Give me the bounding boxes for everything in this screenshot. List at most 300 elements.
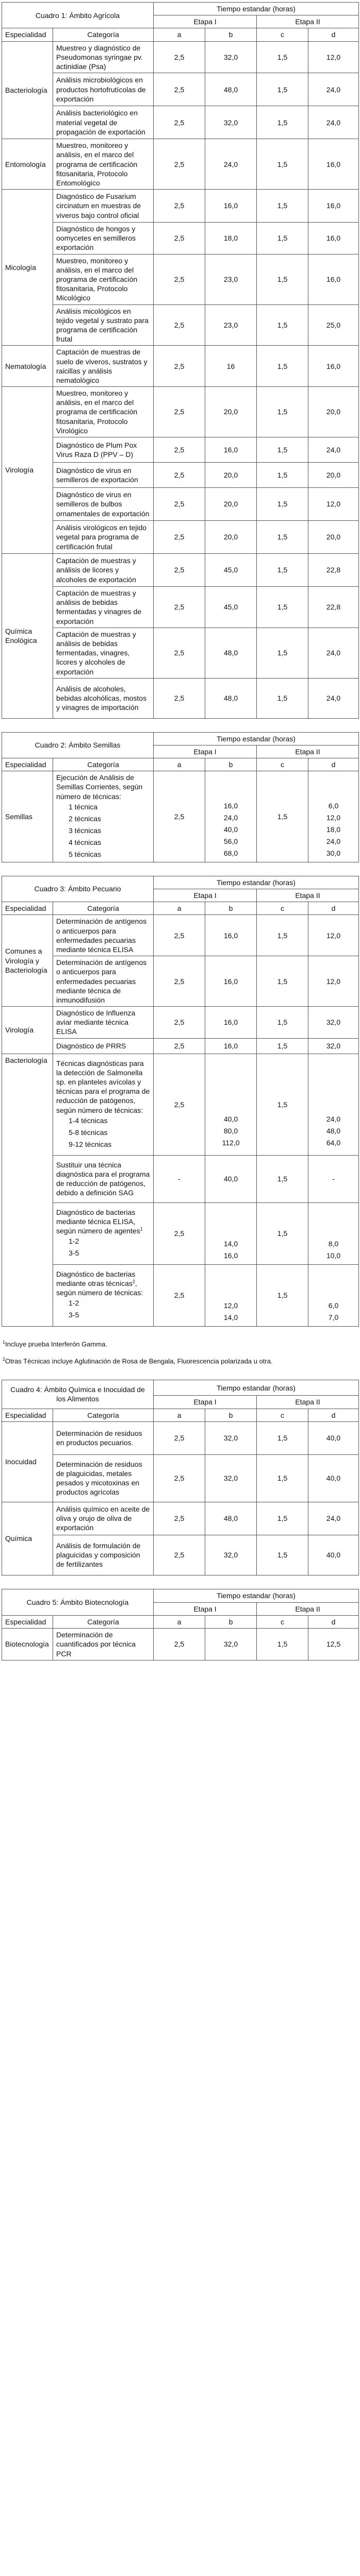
table-row <box>2 488 359 521</box>
categoria-cell: Análisis bacteriológico en material vegetal de propagación de exportación <box>53 106 154 139</box>
header-especialidad: Especialidad <box>2 902 53 915</box>
value-a: 2,5 <box>154 1535 205 1575</box>
header-especialidad: Especialidad <box>2 1409 53 1421</box>
especialidad-cell: Virología <box>2 387 53 554</box>
value-b: 32,0 <box>205 1454 257 1502</box>
value-a: 2,5 <box>154 1421 205 1454</box>
header-etapa-1: Etapa I <box>154 15 257 28</box>
header-col-d: d <box>308 28 359 41</box>
header-tiempo: Tiempo estandar (horas) <box>154 1380 359 1396</box>
value-c: 1,5 <box>257 587 308 628</box>
list-item: 1-2 <box>69 1237 79 1246</box>
table-row <box>2 521 359 554</box>
table-row <box>2 1409 359 1421</box>
value-b: 20,0 <box>205 521 257 554</box>
table-title: Cuadro 4: Ámbito Química e Inocuidad de los Alimentos <box>2 1380 154 1409</box>
header-etapa-1: Etapa I <box>154 1396 257 1409</box>
header-col-a: a <box>154 902 205 915</box>
list-item: 5 técnicas <box>69 850 102 858</box>
categoria-cell: Muestreo, monitoreo y análisis, en el marco del programa de certificación fitosanitaria, Protocolo Micológico <box>53 254 154 304</box>
list-item: 1 técnica <box>69 802 98 811</box>
value-c: 1,5 <box>257 1155 308 1202</box>
value-d: 40,0 <box>308 1454 359 1502</box>
value-item: 56,0 <box>223 837 238 846</box>
value-item: 14,0 <box>223 1313 238 1321</box>
value-c: 1,5 <box>257 387 308 437</box>
value-d: 25,0 <box>308 304 359 346</box>
value-item: 40,0 <box>223 825 238 834</box>
list-item: 3 técnicas <box>69 826 102 835</box>
value-c: 1,5 <box>257 678 308 718</box>
value-c: 1,5 <box>257 1502 308 1535</box>
value-c: 1,5 <box>257 521 308 554</box>
list-item: 3-5 <box>69 1249 79 1258</box>
value-b: 24,0 <box>205 139 257 190</box>
categoria-cell: Diagnóstico de PRRS <box>53 1038 154 1054</box>
categoria-lead <box>56 1059 150 1115</box>
value-b: 18,0 <box>205 223 257 255</box>
value-a: 2,5 <box>154 190 205 223</box>
table-row <box>2 1535 359 1575</box>
categoria-cell: Determinación de residuos de plaguicidas, metales pesados y micotoxinas en productos agrícolas <box>53 1454 154 1502</box>
header-col-d: d <box>308 758 359 771</box>
value-b: 48,0 <box>205 678 257 718</box>
header-col-a: a <box>154 1615 205 1628</box>
especialidad-cell: Semillas <box>2 771 53 862</box>
table-row <box>2 628 359 678</box>
table-row <box>2 678 359 718</box>
header-tiempo: Tiempo estandar (horas) <box>154 732 359 745</box>
value-a: 2,5 <box>154 488 205 521</box>
categoria-cell <box>53 1202 154 1264</box>
categoria-text: Técnicas diagnósticas para la detección de Salmonella sp. en planteles avícolas y técnicas para el programa de reducción de patógenos, según número de técnicas: <box>56 1059 150 1114</box>
footnote-2 <box>3 1356 357 1366</box>
value-b: 32,0 <box>205 1535 257 1575</box>
especialidad-cell: Micología <box>2 190 53 346</box>
value-d: 12,5 <box>308 1629 359 1660</box>
value-c: 1,5 <box>257 488 308 521</box>
cuadro-2-table <box>2 732 359 862</box>
value-c: 1,5 <box>257 771 308 862</box>
value-a: 2,5 <box>154 915 205 956</box>
table-row <box>2 1007 359 1039</box>
categoria-cell: Determinación de antígenos o anticuerpos para enfermedades pecuarias mediante técnica de inmunodifusión <box>53 956 154 1007</box>
header-especialidad: Especialidad <box>2 758 53 771</box>
header-col-c: c <box>257 758 308 771</box>
spacer <box>0 862 360 876</box>
value-item: 7,0 <box>328 1313 339 1321</box>
value-b: 16,0 <box>205 915 257 956</box>
header-col-a: a <box>154 1409 205 1421</box>
value-b: 40,0 <box>205 1155 257 1202</box>
value-a: 2,5 <box>154 1007 205 1039</box>
value-b: 48,0 <box>205 1502 257 1535</box>
table-row <box>2 956 359 1007</box>
categoria-cell <box>53 1264 154 1326</box>
categoria-cell: Determinación de cuantificados por técnica PCR <box>53 1629 154 1660</box>
value-b-list <box>205 1264 257 1326</box>
value-item: 14,0 <box>223 1239 238 1248</box>
header-categoria: Categoría <box>53 902 154 915</box>
value-b: 32,0 <box>205 1629 257 1660</box>
table-row <box>2 587 359 628</box>
value-c: 1,5 <box>257 223 308 255</box>
especialidad-cell: Comunes a Virología y Bacteriología <box>2 915 53 1007</box>
table-row <box>2 771 359 862</box>
table-title: Cuadro 3: Ámbito Pecuario <box>2 876 154 902</box>
especialidad-cell: Química Enológica <box>2 554 53 719</box>
spacer <box>0 1371 360 1380</box>
value-c: 1,5 <box>257 254 308 304</box>
value-a: 2,5 <box>154 678 205 718</box>
value-d: 22,8 <box>308 587 359 628</box>
footnote-1 <box>3 1339 357 1349</box>
value-b: 23,0 <box>205 254 257 304</box>
value-a: 2,5 <box>154 554 205 587</box>
value-d: 12,0 <box>308 956 359 1007</box>
value-a: 2,5 <box>154 437 205 463</box>
categoria-cell: Análisis de formulación de plaguicidas y composición de fertilizantes <box>53 1535 154 1575</box>
header-especialidad: Especialidad <box>2 1615 53 1628</box>
categoria-text: , según número de técnicas: <box>56 1279 143 1297</box>
value-b-list <box>205 771 257 862</box>
table-row <box>2 28 359 41</box>
value-a: 2,5 <box>154 1454 205 1502</box>
value-d: 24,0 <box>308 73 359 106</box>
value-d-list <box>308 1264 359 1326</box>
value-d: 20,0 <box>308 463 359 488</box>
value-c: 1,5 <box>257 628 308 678</box>
categoria-cell: Diagnóstico de Influenza aviar mediante técnica ELISA <box>53 1007 154 1039</box>
footnote-text: Incluye prueba Interferón Gamma. <box>5 1340 108 1348</box>
value-item: 30,0 <box>326 849 341 858</box>
header-etapa-1: Etapa I <box>154 1602 257 1615</box>
categoria-cell: Análisis de alcoholes, bebidas alcohólicas, mostos y vinagres de importación <box>53 678 154 718</box>
value-d: 16,0 <box>308 190 359 223</box>
header-col-a: a <box>154 28 205 41</box>
value-d: 24,0 <box>308 437 359 463</box>
value-d-list <box>308 771 359 862</box>
table-row <box>2 106 359 139</box>
value-c: 1,5 <box>257 1421 308 1454</box>
table-row <box>2 1421 359 1454</box>
categoria-cell: Diagnóstico de virus en semilleros de exportación <box>53 463 154 488</box>
header-etapa-2: Etapa II <box>257 889 359 902</box>
value-a: 2,5 <box>154 521 205 554</box>
categoria-cell: Análisis micológicos en tejido vegetal y sustrato para programa de certificación frutal <box>53 304 154 346</box>
header-etapa-1: Etapa I <box>154 745 257 758</box>
value-b-list <box>205 1054 257 1155</box>
value-b: 20,0 <box>205 387 257 437</box>
value-d: 32,0 <box>308 1038 359 1054</box>
table-row <box>2 1202 359 1264</box>
header-etapa-2: Etapa II <box>257 1602 359 1615</box>
value-c: 1,5 <box>257 346 308 387</box>
value-c: 1,5 <box>257 1535 308 1575</box>
spacer <box>0 1575 360 1589</box>
value-a: - <box>154 1155 205 1202</box>
especialidad-cell: Virología <box>2 1007 53 1054</box>
table-title: Cuadro 1: Ámbito Agrícola <box>2 3 154 28</box>
value-item: 24,0 <box>223 814 238 822</box>
footnote-marker: 1 <box>3 1339 6 1345</box>
value-d: 20,0 <box>308 387 359 437</box>
value-a: 2,5 <box>154 1502 205 1535</box>
value-a: 2,5 <box>154 956 205 1007</box>
value-a: 2,5 <box>154 41 205 73</box>
value-item: 68,0 <box>223 849 238 858</box>
value-d: 16,0 <box>308 223 359 255</box>
value-d: 22,8 <box>308 554 359 587</box>
value-a: 2,5 <box>154 463 205 488</box>
list-item: 1-4 técnicas <box>69 1116 108 1125</box>
table-row <box>2 1264 359 1326</box>
value-b: 32,0 <box>205 41 257 73</box>
value-d: 12,0 <box>308 41 359 73</box>
table-row <box>2 223 359 255</box>
value-d: 16,0 <box>308 139 359 190</box>
value-item: 16,0 <box>223 802 238 810</box>
table-row <box>2 1380 359 1396</box>
value-a: 2,5 <box>154 1629 205 1660</box>
categoria-cell: Diagnóstico de Fusarium circinatum en muestras de viveros bajo control oficial <box>53 190 154 223</box>
footnotes <box>3 1336 357 1372</box>
categoria-cell: Análisis microbiológicos en productos hortofrutícolas de exportación <box>53 73 154 106</box>
categoria-text: Diagnóstico de bacterias mediante otras técnicas <box>56 1269 136 1288</box>
table-row <box>2 1589 359 1602</box>
value-d: 16,0 <box>308 254 359 304</box>
value-c: 1,5 <box>257 1202 308 1264</box>
value-d: 40,0 <box>308 1535 359 1575</box>
value-b: 45,0 <box>205 554 257 587</box>
table-row <box>2 876 359 889</box>
value-a: 2,5 <box>154 304 205 346</box>
value-a: 2,5 <box>154 771 205 862</box>
value-d: 16,0 <box>308 346 359 387</box>
value-b: 16,0 <box>205 1038 257 1054</box>
value-d: 20,0 <box>308 521 359 554</box>
header-col-b: b <box>205 1409 257 1421</box>
value-a: 2,5 <box>154 387 205 437</box>
value-a: 2,5 <box>154 1054 205 1155</box>
value-d: 24,0 <box>308 1502 359 1535</box>
value-b: 32,0 <box>205 1421 257 1454</box>
table-row <box>2 902 359 915</box>
value-d-list <box>308 1054 359 1155</box>
value-c: 1,5 <box>257 1007 308 1039</box>
value-c: 1,5 <box>257 1454 308 1502</box>
value-d: 24,0 <box>308 678 359 718</box>
footnote-text: Otras Técnicas incluye Aglutinación de Rosa de Bengala, Fluorescencia polarizada u otra. <box>5 1357 273 1365</box>
categoria-cell <box>53 1054 154 1155</box>
value-a: 2,5 <box>154 223 205 255</box>
header-col-d: d <box>308 1409 359 1421</box>
value-c: 1,5 <box>257 106 308 139</box>
value-d: 12,0 <box>308 488 359 521</box>
value-item: 112,0 <box>222 1138 240 1147</box>
table-row <box>2 1038 359 1054</box>
cuadro-5-table <box>2 1589 359 1660</box>
table-row <box>2 73 359 106</box>
value-c: 1,5 <box>257 463 308 488</box>
value-c: 1,5 <box>257 1629 308 1660</box>
especialidad-cell: Biotecnología <box>2 1629 53 1660</box>
value-c: 1,5 <box>257 1054 308 1155</box>
table-row <box>2 3 359 15</box>
list-item: 5-8 técnicas <box>69 1128 108 1137</box>
header-etapa-2: Etapa II <box>257 745 359 758</box>
header-col-b: b <box>205 758 257 771</box>
value-b: 48,0 <box>205 628 257 678</box>
header-col-c: c <box>257 28 308 41</box>
categoria-lead: Ejecución de Análisis de Semillas Corrientes, según número de técnicas: <box>56 773 143 801</box>
value-b: 45,0 <box>205 587 257 628</box>
header-col-a: a <box>154 758 205 771</box>
value-b: 20,0 <box>205 488 257 521</box>
value-d: 40,0 <box>308 1421 359 1454</box>
categoria-cell: Muestreo y diagnóstico de Pseudomonas syringae pv. actinidiae (Psa) <box>53 41 154 73</box>
value-b: 16,0 <box>205 190 257 223</box>
value-b: 16 <box>205 346 257 387</box>
header-especialidad: Especialidad <box>2 28 53 41</box>
table-row <box>2 387 359 437</box>
categoria-cell: Muestreo, monitoreo y análisis, en el marco del programa de certificación fitosanitaria, Protocolo Virológico <box>53 387 154 437</box>
header-etapa-1: Etapa I <box>154 889 257 902</box>
header-col-c: c <box>257 1615 308 1628</box>
value-a: 2,5 <box>154 1202 205 1264</box>
header-etapa-2: Etapa II <box>257 1396 359 1409</box>
categoria-cell: Determinación de antígenos o anticuerpos para enfermedades pecuarias mediante técnica ELISA <box>53 915 154 956</box>
header-col-b: b <box>205 1615 257 1628</box>
table-row <box>2 1155 359 1202</box>
footnote-ref: 1 <box>140 1226 143 1232</box>
value-item: 12,0 <box>223 1301 238 1310</box>
header-tiempo: Tiempo estandar (horas) <box>154 876 359 889</box>
value-item: 10,0 <box>326 1251 341 1260</box>
categoria-cell: Sustituir una técnica diagnóstica para el programa de reducción de patógenos, debido a definición SAG <box>53 1155 154 1202</box>
value-a: 2,5 <box>154 346 205 387</box>
header-col-b: b <box>205 28 257 41</box>
table-row <box>2 346 359 387</box>
value-c: 1,5 <box>257 915 308 956</box>
value-a: 2,5 <box>154 106 205 139</box>
value-b: 48,0 <box>205 73 257 106</box>
header-col-b: b <box>205 902 257 915</box>
categoria-cell: Diagnóstico de virus en semilleros de bulbos ornamentales de exportación <box>53 488 154 521</box>
value-d: - <box>308 1155 359 1202</box>
table-row <box>2 1629 359 1660</box>
value-d: 32,0 <box>308 1007 359 1039</box>
categoria-cell: Captación de muestras y análisis de bebidas fermentadas, vinagres, licores y alcoholes de exportación <box>53 628 154 678</box>
value-b: 16,0 <box>205 437 257 463</box>
value-a: 2,5 <box>154 1038 205 1054</box>
value-a: 2,5 <box>154 254 205 304</box>
table-row <box>2 190 359 223</box>
value-c: 1,5 <box>257 437 308 463</box>
value-c: 1,5 <box>257 190 308 223</box>
especialidad-cell: Química <box>2 1502 53 1575</box>
table-title: Cuadro 5: Ámbito Biotecnología <box>2 1589 154 1615</box>
value-b: 16,0 <box>205 956 257 1007</box>
value-a: 2,5 <box>154 139 205 190</box>
value-a: 2,5 <box>154 73 205 106</box>
table-row <box>2 1615 359 1628</box>
value-c: 1,5 <box>257 139 308 190</box>
table-row <box>2 1454 359 1502</box>
categoria-cell: Análisis químico en aceite de oliva y orujo de oliva de exportación <box>53 1502 154 1535</box>
table-row <box>2 758 359 771</box>
value-b: 23,0 <box>205 304 257 346</box>
value-item: 8,0 <box>328 1239 339 1248</box>
value-c: 1,5 <box>257 554 308 587</box>
value-d-list <box>308 1202 359 1264</box>
categoria-cell: Diagnóstico de hongos y oomycetes en semilleros exportación <box>53 223 154 255</box>
especialidad-cell: Inocuidad <box>2 1421 53 1502</box>
list-item: 9-12 técnicas <box>69 1140 112 1148</box>
header-tiempo: Tiempo estandar (horas) <box>154 3 359 15</box>
value-a: 2,5 <box>154 587 205 628</box>
categoria-cell: Captación de muestras y análisis de licores y alcoholes de exportación <box>53 554 154 587</box>
table-row <box>2 554 359 587</box>
categoria-cell: Determinación de residuos en productos pecuarios. <box>53 1421 154 1454</box>
table-row <box>2 254 359 304</box>
header-col-c: c <box>257 902 308 915</box>
especialidad-cell: Bacteriología <box>2 41 53 139</box>
value-item: 24,0 <box>326 1114 341 1123</box>
value-c: 1,5 <box>257 1264 308 1326</box>
value-item: 48,0 <box>326 1126 341 1135</box>
table-row <box>2 41 359 73</box>
table-title: Cuadro 2: Ámbito Semillas <box>2 732 154 758</box>
value-d: 24,0 <box>308 106 359 139</box>
header-categoria: Categoría <box>53 758 154 771</box>
categoria-cell: Captación de muestras y análisis de bebidas fermentadas y vinagres de exportación <box>53 587 154 628</box>
value-c: 1,5 <box>257 1038 308 1054</box>
especialidad-cell: Nematología <box>2 346 53 387</box>
table-row <box>2 139 359 190</box>
list-item: 2 técnicas <box>69 814 102 823</box>
header-col-d: d <box>308 902 359 915</box>
value-a: 2,5 <box>154 1264 205 1326</box>
categoria-cell: Análisis virológicos en tejido vegetal para programa de certificación frutal <box>53 521 154 554</box>
categoria-cell <box>53 771 154 862</box>
table-row <box>2 1502 359 1535</box>
list-item: 1-2 <box>69 1299 79 1308</box>
value-item: 18,0 <box>326 825 341 834</box>
value-item: 6,0 <box>328 802 339 810</box>
especialidad-cell: Bacteriología <box>2 1054 53 1326</box>
header-col-c: c <box>257 1409 308 1421</box>
header-categoria: Categoría <box>53 1615 154 1628</box>
value-c: 1,5 <box>257 956 308 1007</box>
value-b: 16,0 <box>205 1007 257 1039</box>
value-c: 1,5 <box>257 73 308 106</box>
header-tiempo: Tiempo estandar (horas) <box>154 1589 359 1602</box>
table-row <box>2 304 359 346</box>
spacer <box>0 719 360 732</box>
table-row <box>2 732 359 745</box>
value-a: 2,5 <box>154 628 205 678</box>
categoria-lead <box>56 1269 150 1298</box>
value-item: 6,0 <box>328 1301 339 1310</box>
value-d: 24,0 <box>308 628 359 678</box>
value-b-list <box>205 1202 257 1264</box>
table-row <box>2 463 359 488</box>
categoria-cell: Muestreo, monitoreo y análisis, en el marco del programa de certificación fitosanitaria, Protocolo Entomológico <box>53 139 154 190</box>
value-c: 1,5 <box>257 41 308 73</box>
value-d: 12,0 <box>308 915 359 956</box>
table-row <box>2 1054 359 1155</box>
